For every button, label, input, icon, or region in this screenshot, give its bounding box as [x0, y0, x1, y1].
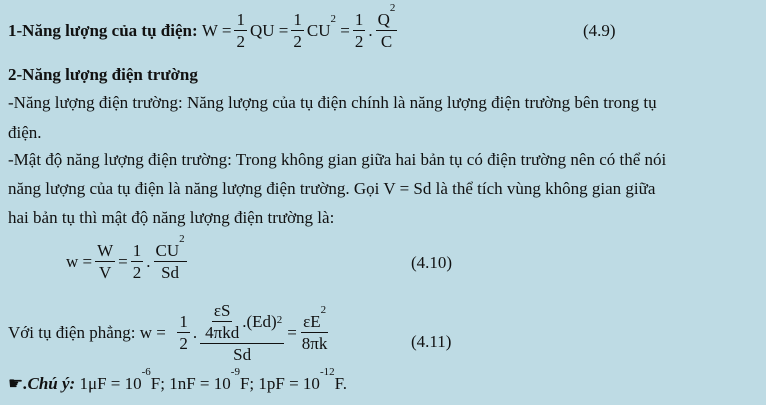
section1-heading: 1-Năng lượng của tụ điện:	[8, 20, 198, 40]
note-label: .Chú ý:	[23, 374, 76, 393]
paragraph-line: hai bản tụ thì mật độ năng lượng điện trường là:	[8, 208, 335, 227]
fraction-w-over-v: $\frac{W}{V}$	[97, 241, 114, 282]
term-qu: QU =	[249, 20, 289, 40]
section1-formula: 1-Năng lượng của tụ điện: W = $\frac{1}{2}$ QU = $\frac{1}{2}$ $CU^2$ = $\frac{1}{2}$ . $\frac{Q^2}{C}$	[8, 2, 396, 51]
note-text: $1\mu F = 10^{-6}F$; $1nF = 10^{-9}F$; $1pF = 10^{-12}F$.	[79, 366, 347, 393]
equation-4-10: w = $\frac{W}{V}$ = $\frac{1}{2}$ . $\frac{CU^2}{Sd}$	[66, 233, 185, 282]
w-equals: W =	[201, 20, 232, 40]
fraction-eps-s-over-4pikd: $\frac{\varepsilon S}{\text{4πkd}}$	[205, 301, 240, 342]
fraction-eps-e2-over-8pik: $\frac{\varepsilon E^2}{8\pi k}$	[301, 304, 328, 353]
paragraph-line: điện.	[8, 123, 42, 142]
equation-number-4-9: (4.9)	[583, 21, 616, 40]
paragraph-line: năng lượng của tụ điện là năng lượng điện trường. Gọi V = Sd là thể tích vùng không gian giữa	[8, 179, 656, 198]
paragraph-line: -Mật độ năng lượng điện trường: Trong không gian giữa hai bản tụ có điện trường nên có thể nói	[8, 150, 667, 169]
fraction-half: $\frac{1}{2}$	[179, 312, 188, 353]
fraction-big: $\frac{\varepsilon S}{\text{4πkd}}$ .(Ed) $^2$ Sd	[200, 301, 284, 364]
term-cu2: $CU^2$	[306, 12, 336, 40]
section2-heading: 2-Năng lượng điện trường	[8, 65, 198, 84]
equation-number-4-10: (4.10)	[411, 253, 453, 272]
pointing-hand-icon: ☛	[8, 374, 24, 393]
fraction-half-3: $\frac{1}{2}$	[354, 10, 364, 51]
equation-4-11: Với tụ điện phẳng: w = $\frac{1}{2}$ . $\frac{\varepsilon S}{\text{4πkd}}$ .(Ed) $^2$ Sd = $\frac{\varepsilon E^2}{8\pi k}$	[8, 301, 328, 364]
note-line	[8, 366, 347, 394]
fraction-half-1: $\frac{1}{2}$	[236, 10, 245, 51]
fraction-half: $\frac{1}{2}$	[132, 241, 142, 282]
fraction-half-2: $\frac{1}{2}$	[293, 10, 302, 51]
paragraph-line: -Năng lượng điện trường: Năng lượng của tụ điện chính là năng lượng điện trường bên trong tụ	[8, 93, 657, 112]
fraction-cu2-over-sd: $\frac{CU^2}{Sd}$	[155, 233, 185, 282]
fraction-q2-over-c: $\frac{Q^2}{C}$	[377, 2, 396, 51]
equation-number-4-11: (4.11)	[411, 332, 452, 351]
